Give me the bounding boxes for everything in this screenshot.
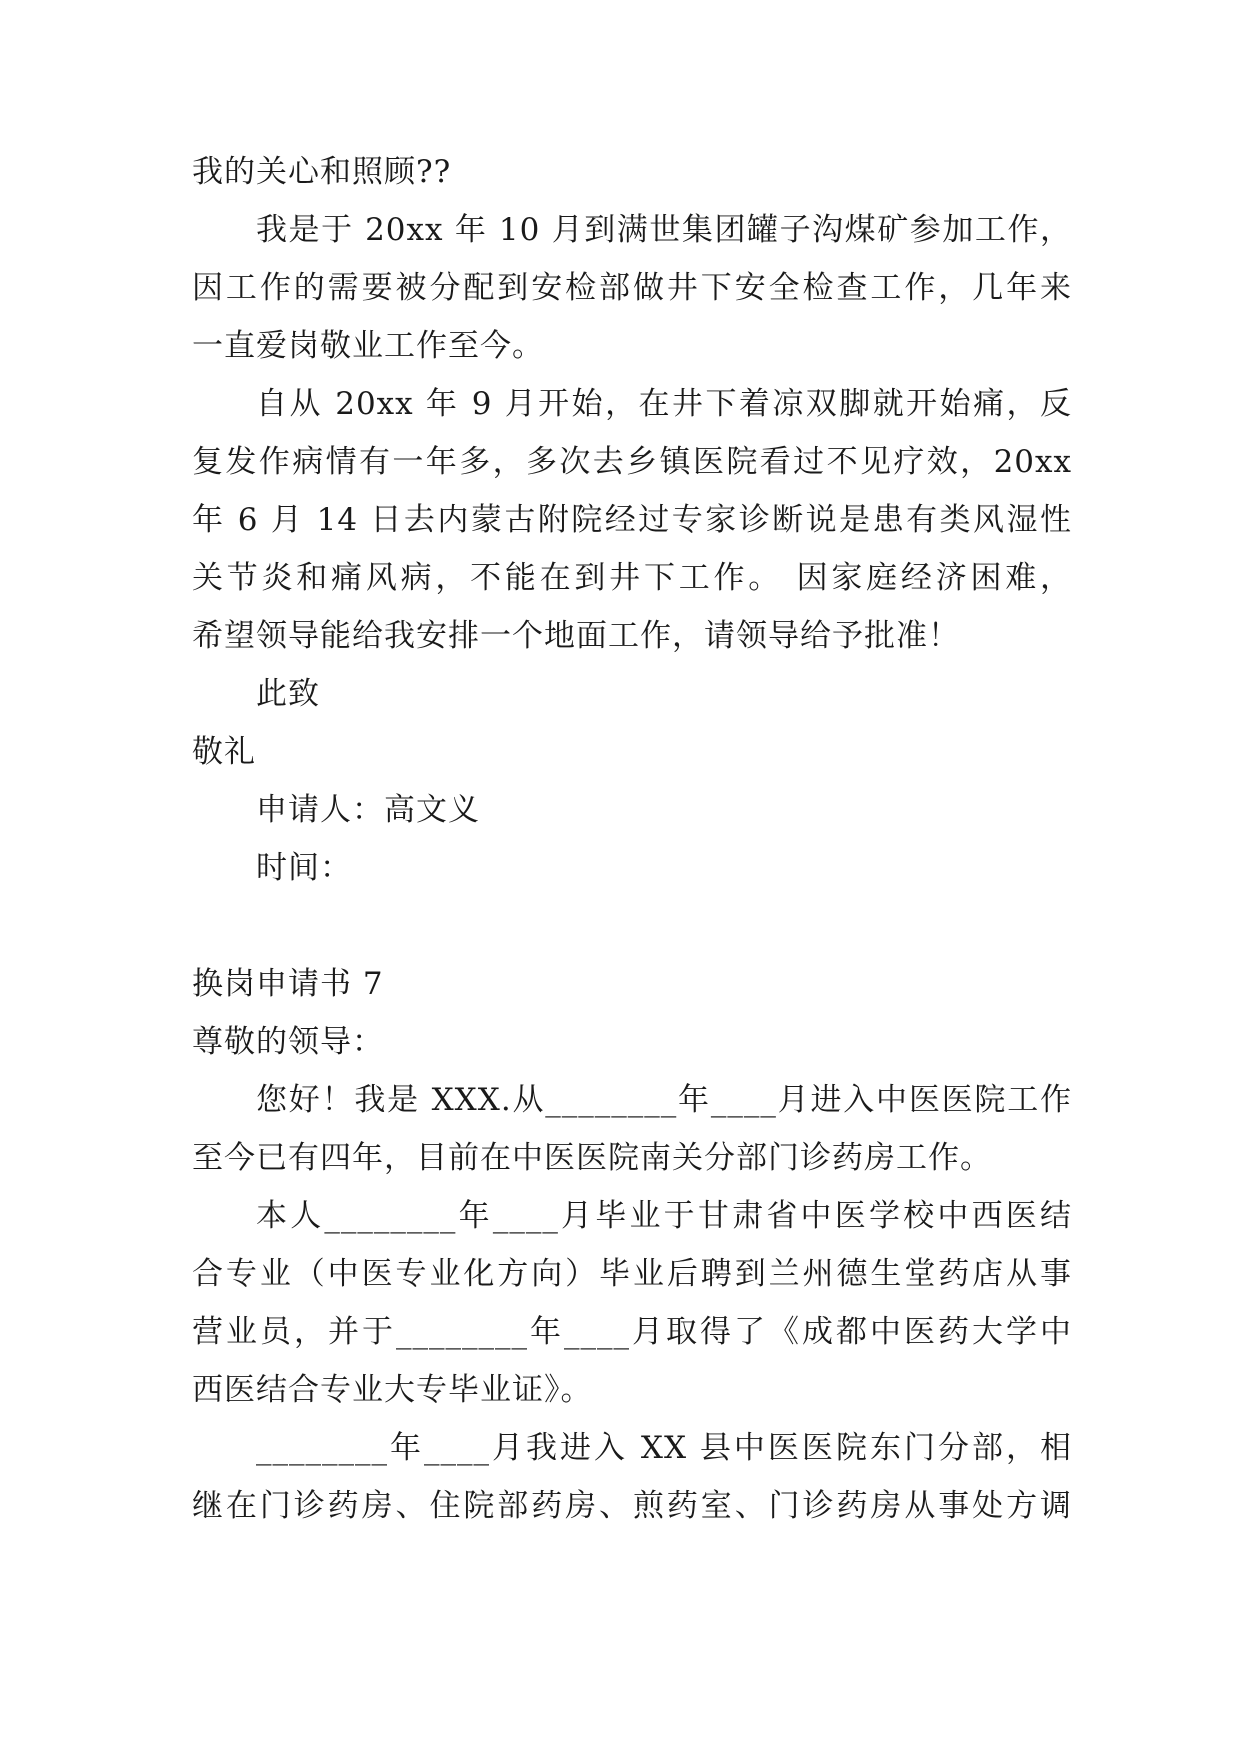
paragraph-line: 您好！我是 XXX.从________年____月进入中医医院工作 xyxy=(256,1082,1072,1118)
paragraph-line: 我是于 20xx 年 10 月到满世集团罐子沟煤矿参加工作， xyxy=(256,212,1072,248)
paragraph-line: 本人________年____月毕业于甘肃省中医学校中西医结 xyxy=(256,1198,1072,1234)
salutation: 尊敬的领导： xyxy=(192,1024,384,1060)
applicant-line: 申请人：高文义 xyxy=(256,792,480,828)
text-line: 我的关心和照顾?? xyxy=(192,154,452,190)
paragraph-line: 一直爱岗敬业工作至今。 xyxy=(192,328,544,364)
closing-salutation: 敬礼 xyxy=(192,734,256,770)
paragraph-line: 自从 20xx 年 9 月开始，在井下着凉双脚就开始痛，反 xyxy=(256,386,1072,422)
paragraph-line: 希望领导能给我安排一个地面工作，请领导给予批准！ xyxy=(192,618,960,654)
paragraph-line: 西医结合专业大专毕业证》。 xyxy=(192,1372,593,1408)
paragraph-line: 继在门诊药房、住院部药房、煎药室、门诊药房从事处方调 xyxy=(192,1488,1072,1524)
paragraph-line: 复发作病情有一年多，多次去乡镇医院看过不见疗效，20xx xyxy=(192,444,1072,480)
paragraph-line: 因工作的需要被分配到安检部做井下安全检查工作，几年来 xyxy=(192,270,1072,306)
paragraph-line: 关节炎和痛风病，不能在到井下工作。 因家庭经济困难， xyxy=(192,560,1072,596)
paragraph-line: 合专业（中医专业化方向）毕业后聘到兰州德生堂药店从事 xyxy=(192,1256,1072,1292)
closing-line: 此致 xyxy=(256,676,320,712)
paragraph-line: ________年____月我进入 XX 县中医医院东门分部，相 xyxy=(256,1430,1072,1466)
paragraph-line: 年 6 月 14 日去内蒙古附院经过专家诊断说是患有类风湿性 xyxy=(192,502,1072,538)
paragraph-line: 营业员，并于________年____月取得了《成都中医药大学中 xyxy=(192,1314,1072,1350)
paragraph-line: 至今已有四年，目前在中医医院南关分部门诊药房工作。 xyxy=(192,1140,992,1176)
section-title: 换岗申请书 7 xyxy=(192,966,384,1002)
date-line: 时间： xyxy=(256,850,352,886)
